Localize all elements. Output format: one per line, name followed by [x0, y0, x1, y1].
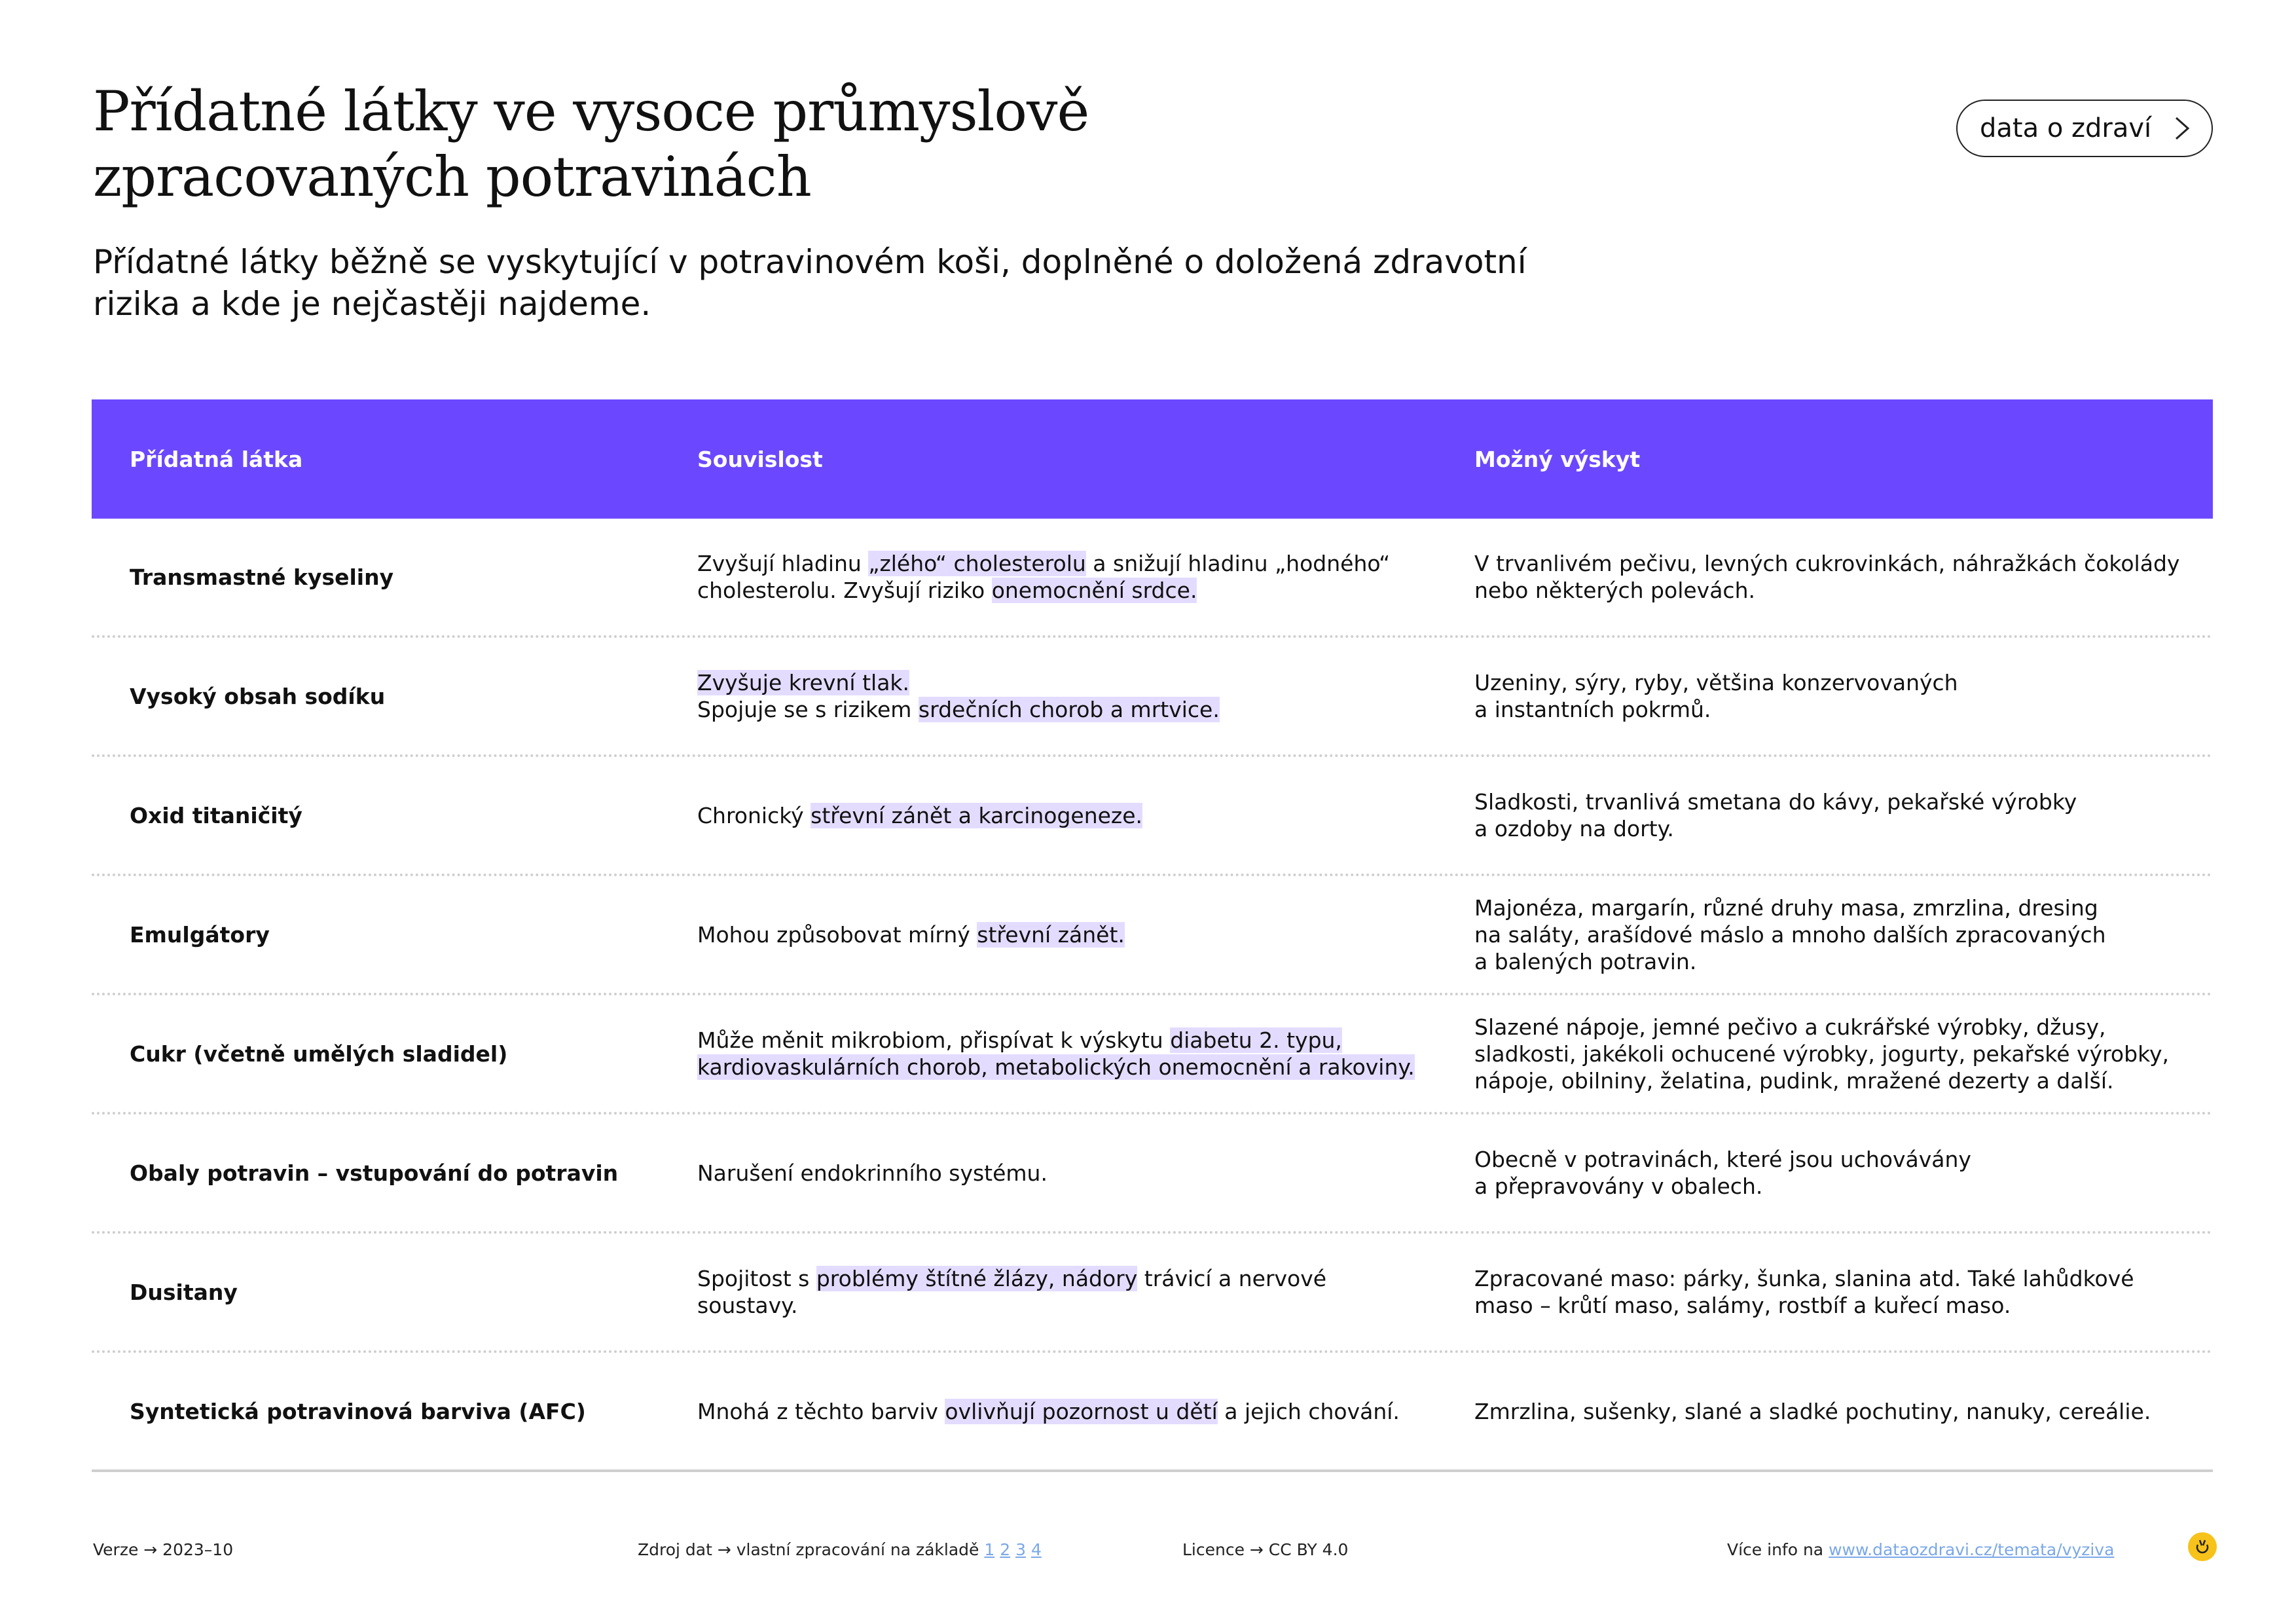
cell-additive	[130, 1353, 653, 1469]
highlighted-risk: Zvyšuje krevní tlak.	[697, 670, 910, 695]
occurrence-line: a přepravovány v obalech.	[1474, 1173, 1763, 1199]
occurrence-line: Sladkosti, trvanlivá smetana do kávy, pekařské výrobky	[1474, 789, 2077, 815]
table-header	[92, 399, 2213, 519]
cell-occurrence	[1474, 876, 2201, 993]
cell-occurrence	[1474, 757, 2201, 874]
cell-occurrence	[1474, 995, 2201, 1112]
table-row	[92, 519, 2213, 638]
cell-link	[697, 1115, 1437, 1231]
occurrence-line: V trvanlivém pečivu, levných cukrovinkách, náhražkách čokolády	[1474, 551, 2180, 576]
footer-more-info	[1727, 1540, 2114, 1559]
highlighted-risk: srdečních chorob a mrtvice.	[918, 697, 1220, 722]
cell-additive	[130, 519, 653, 635]
chevron-right-icon	[2167, 114, 2196, 143]
page-title	[93, 79, 1206, 210]
highlighted-risk: onemocnění srdce.	[991, 578, 1197, 603]
occurrence-line: maso – krůtí maso, salámy, rostbíf a kuřecí maso.	[1474, 1293, 2011, 1318]
table-body	[92, 519, 2213, 1472]
cell-link	[697, 1353, 1437, 1469]
logo-icon	[2188, 1532, 2217, 1561]
cell-additive	[130, 757, 653, 874]
table-row	[92, 1353, 2213, 1472]
link-line	[697, 921, 1125, 948]
subtitle-line: rizika a kde je nejčastěji najdeme.	[93, 285, 651, 323]
table-row	[92, 1234, 2213, 1353]
occurrence-line: Slazené nápoje, jemné pečivo a cukrářské výrobky, džusy,	[1474, 1014, 2106, 1040]
additive-name: Cukr (včetně umělých sladidel)	[130, 1041, 508, 1067]
cell-link	[697, 876, 1437, 993]
link-line	[697, 550, 1390, 577]
occurrence-line: Obecně v potravinách, které jsou uchovávány	[1474, 1147, 1971, 1172]
cell-link	[697, 995, 1437, 1112]
cell-additive	[130, 638, 653, 754]
occurrence-line: Uzeniny, sýry, ryby, většina konzervovaných	[1474, 670, 1958, 695]
occurrence-line: nebo některých polevách.	[1474, 578, 1755, 603]
link-text: Chronický	[697, 802, 811, 828]
source-ref-link[interactable]: 3	[1015, 1540, 1026, 1559]
data-o-zdravi-button[interactable]	[1956, 100, 2213, 157]
table-row	[92, 876, 2213, 995]
highlighted-risk: střevní zánět.	[977, 921, 1125, 948]
cell-additive	[130, 876, 653, 993]
occurrence-line: nápoje, obilniny, želatina, pudink, mražené dezerty a další.	[1474, 1067, 2114, 1094]
occurrence-line: sladkosti, jakékoli ochucené výrobky, jogurty, pekařské výrobky,	[1474, 1041, 2170, 1067]
link-line	[697, 1027, 1415, 1054]
highlighted-risk: diabetu 2. typu,	[1170, 1027, 1342, 1053]
occurrence-line: Zpracované maso: párky, šunka, slanina atd. Také lahůdkové	[1474, 1266, 2134, 1291]
cell-occurrence	[1474, 1115, 2201, 1231]
source-ref-link[interactable]: 2	[1000, 1540, 1011, 1559]
additive-name: Syntetická potravinová barviva (AFC)	[130, 1398, 586, 1424]
link-line	[697, 669, 1220, 696]
link-text: a jejich chování.	[1217, 1398, 1400, 1424]
table-row	[92, 757, 2213, 876]
highlighted-risk: problémy štítné žlázy, nádory	[816, 1266, 1138, 1291]
source-ref-link[interactable]: 4	[1030, 1540, 1042, 1559]
logo-glyph-icon	[2193, 1537, 2212, 1557]
link-line	[697, 1265, 1326, 1292]
page-subtitle	[93, 241, 1664, 325]
cell-occurrence	[1474, 519, 2201, 635]
additive-name: Obaly potravin – vstupování do potravin	[130, 1160, 619, 1186]
column-header-occurrence: Možný výskyt	[1474, 446, 1641, 472]
link-text: Mohou způsobovat mírný	[697, 921, 977, 948]
occurrence-line: a instantních pokrmů.	[1474, 697, 1711, 722]
cell-link	[697, 1234, 1437, 1350]
link-line	[697, 577, 1390, 604]
link-line	[697, 696, 1220, 723]
link-text: Narušení endokrinního systému.	[697, 1160, 1048, 1186]
cell-occurrence	[1474, 1353, 2201, 1469]
subtitle-line: Přídatné látky běžně se vyskytující v potravinovém koši, doplněné o doložená zdravotní	[93, 243, 1527, 281]
footer	[0, 1540, 2296, 1566]
table-row	[92, 638, 2213, 757]
occurrence-line: a ozdoby na dorty.	[1474, 816, 1674, 841]
link-line	[697, 1054, 1415, 1080]
link-text: Spojitost s	[697, 1266, 816, 1291]
link-text: Mnohá z těchto barviv	[697, 1398, 945, 1424]
additive-name: Oxid titaničitý	[130, 802, 302, 828]
footer-source-refs	[984, 1540, 1041, 1559]
additive-name: Dusitany	[130, 1279, 238, 1305]
occurrence-line: na saláty, arašídové máslo a mnoho dalších zpracovaných	[1474, 921, 2106, 948]
additive-name: Transmastné kyseliny	[130, 564, 394, 590]
column-header-link: Souvislost	[697, 446, 823, 472]
link-text: Zvyšují hladinu	[697, 551, 869, 576]
highlighted-risk: kardiovaskulárních chorob, metabolických onemocnění a rakoviny.	[697, 1054, 1415, 1080]
additive-name: Emulgátory	[130, 921, 270, 948]
link-line	[697, 1160, 1048, 1187]
footer-more-label: Více info na	[1727, 1540, 1829, 1559]
link-line	[697, 1398, 1400, 1425]
table-row	[92, 995, 2213, 1115]
cell-additive	[130, 1234, 653, 1350]
additive-name: Vysoký obsah sodíku	[130, 683, 386, 709]
highlighted-risk: ovlivňují pozornost u dětí	[945, 1398, 1218, 1424]
link-text: Spojuje se s rizikem	[697, 697, 919, 722]
footer-more-link[interactable]: www.dataozdravi.cz/temata/vyziva	[1829, 1540, 2115, 1559]
table-row	[92, 1115, 2213, 1234]
link-text: cholesterolu. Zvyšují riziko	[697, 578, 992, 603]
additives-table	[92, 399, 2213, 1472]
occurrence-line: a balených potravin.	[1474, 948, 1697, 974]
link-line	[697, 1292, 1326, 1319]
cell-link	[697, 638, 1437, 754]
link-text: soustavy.	[697, 1293, 798, 1318]
link-text: a snižují hladinu „hodného“	[1085, 551, 1391, 576]
source-ref-link[interactable]: 1	[984, 1540, 995, 1559]
title-line: Přídatné látky ve vysoce průmyslově	[93, 79, 1089, 143]
link-text: trávicí a nervové	[1137, 1266, 1327, 1291]
title-line: zpracovaných potravinách	[93, 145, 811, 209]
occurrence-line: Majonéza, margarín, různé druhy masa, zmrzlina, dresing	[1474, 895, 2098, 921]
footer-version: Verze → 2023–10	[93, 1540, 234, 1559]
occurrence-line: Zmrzlina, sušenky, slané a sladké pochutiny, nanuky, cereálie.	[1474, 1398, 2151, 1424]
highlighted-risk: střevní zánět a karcinogeneze.	[811, 802, 1143, 828]
link-text: Může měnit mikrobiom, přispívat k výskytu	[697, 1027, 1171, 1053]
cell-link	[697, 757, 1437, 874]
footer-source-label: Zdroj dat → vlastní zpracování na základě	[638, 1540, 985, 1559]
cell-occurrence	[1474, 1234, 2201, 1350]
highlighted-risk: „zlého“ cholesterolu	[868, 551, 1086, 576]
data-o-zdravi-label: data o zdraví	[1980, 113, 2152, 143]
cell-additive	[130, 995, 653, 1112]
link-line	[697, 802, 1142, 829]
column-header-additive: Přídatná látka	[130, 446, 303, 472]
footer-source	[638, 1540, 1042, 1559]
cell-additive	[130, 1115, 653, 1231]
cell-occurrence	[1474, 638, 2201, 754]
footer-license: Licence → CC BY 4.0	[1182, 1540, 1349, 1559]
cell-link	[697, 519, 1437, 635]
